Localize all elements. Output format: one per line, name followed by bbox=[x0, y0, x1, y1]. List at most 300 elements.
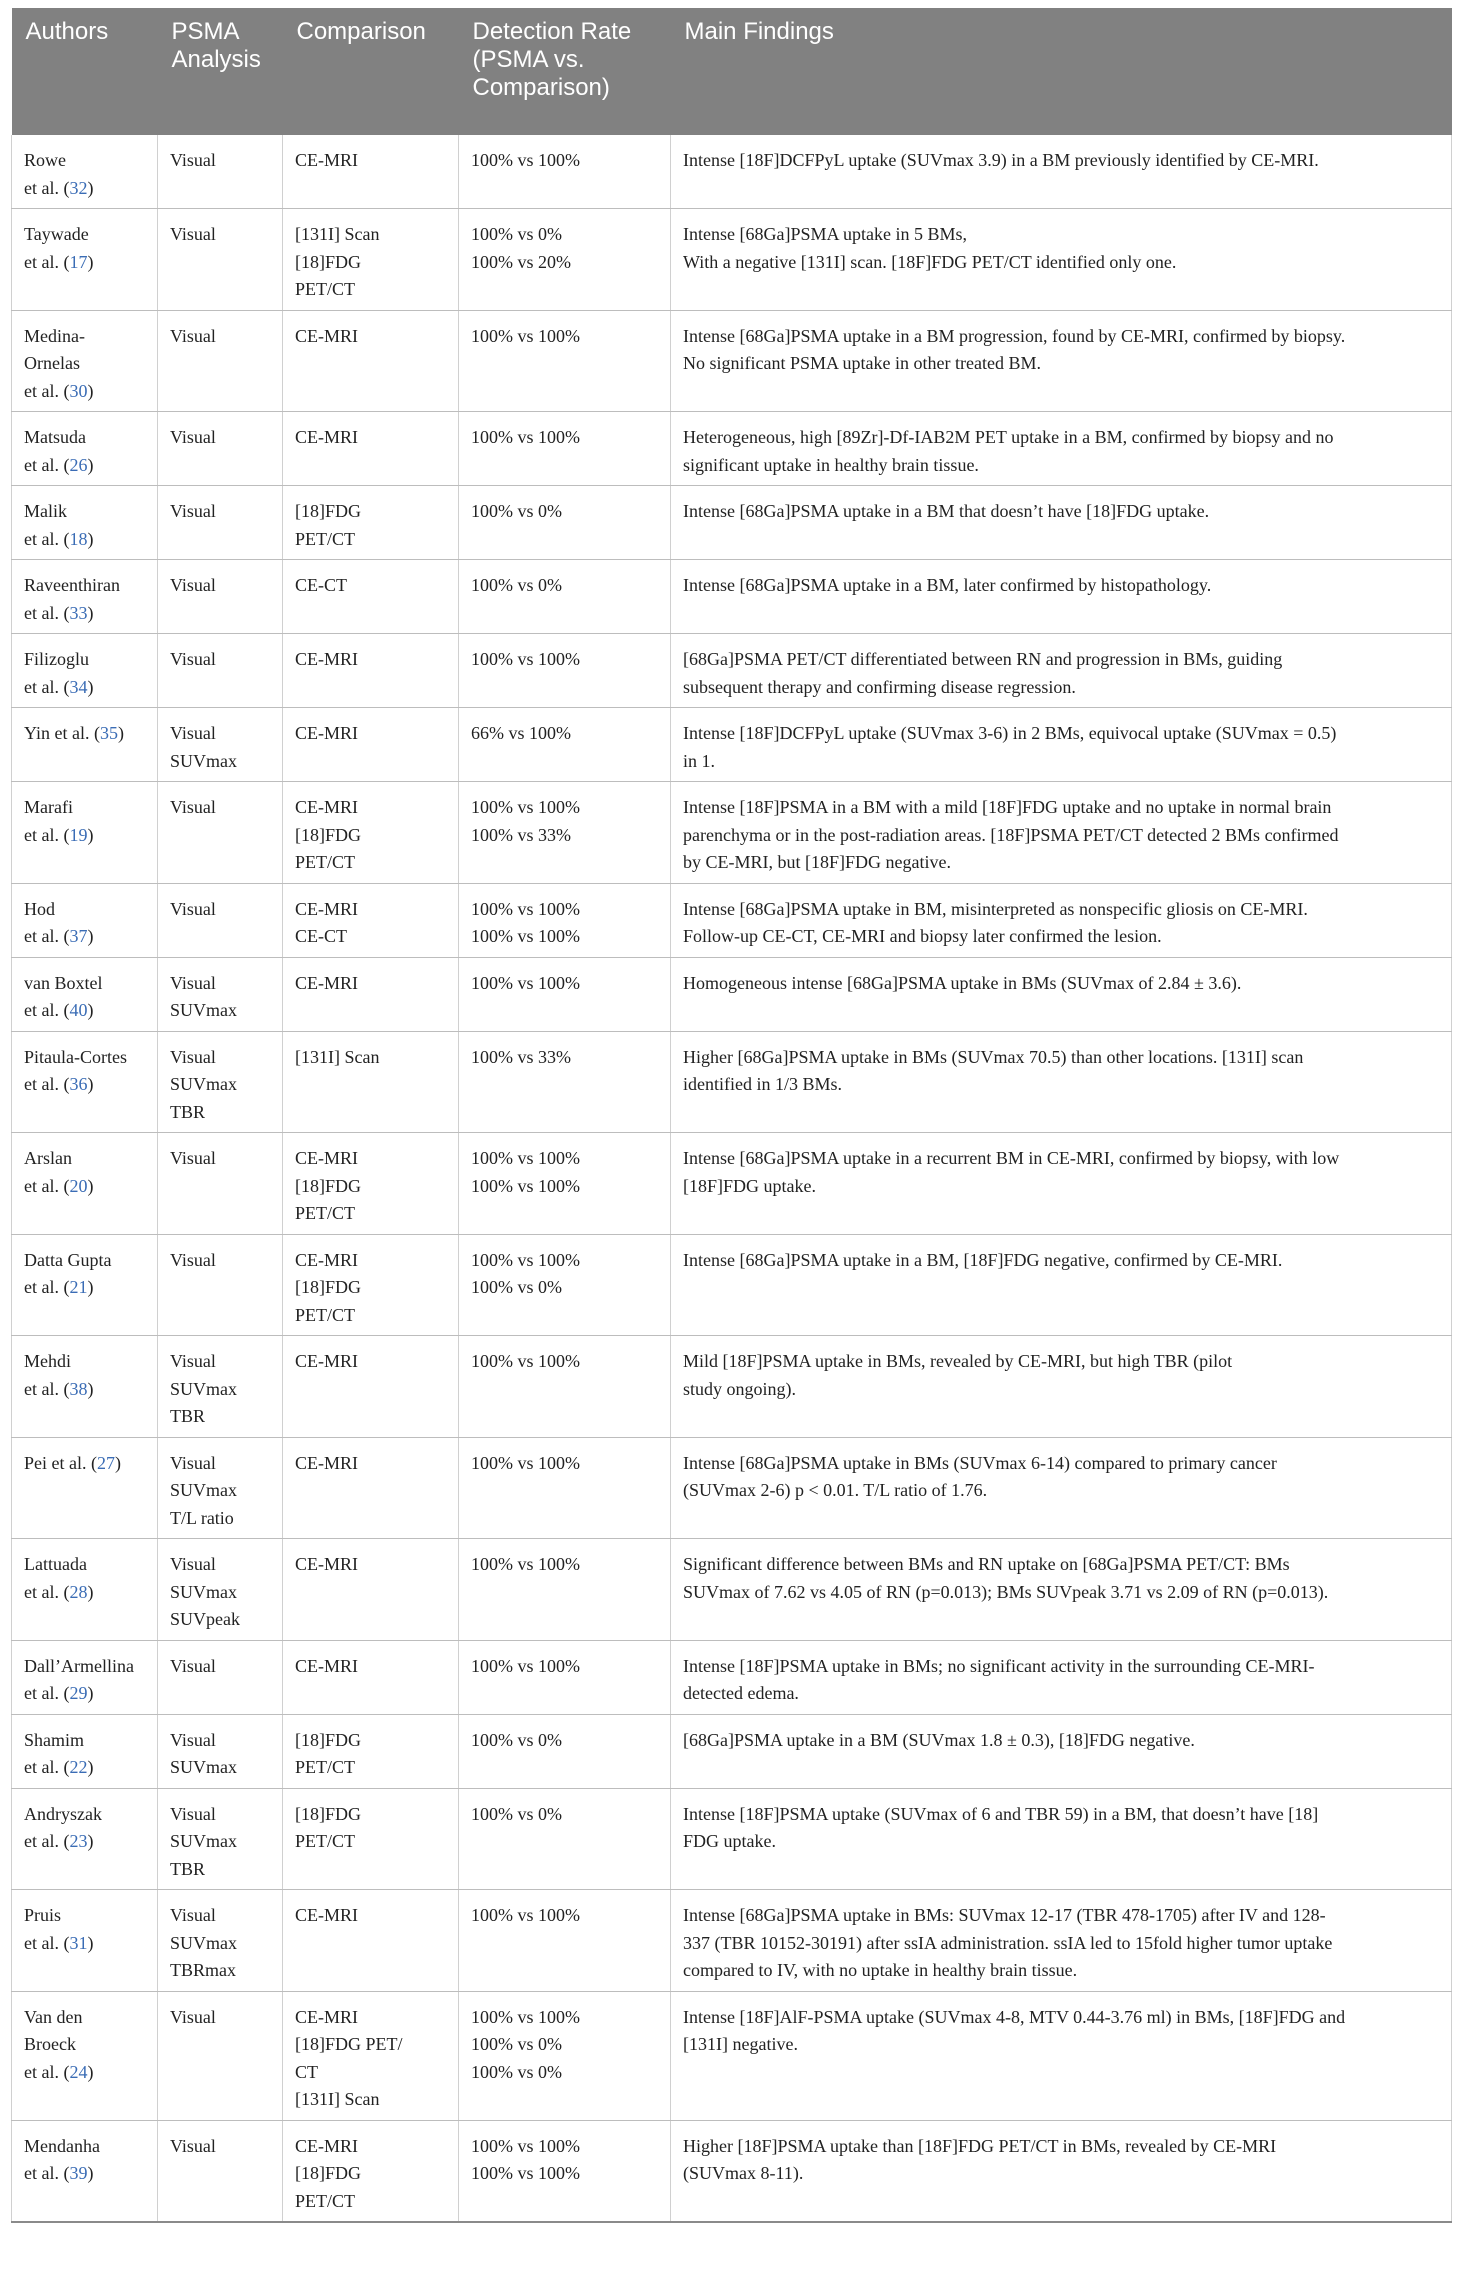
comparison-line: CE-MRI bbox=[295, 1905, 358, 1925]
author-line bbox=[24, 1551, 147, 1579]
psma-analysis-cell bbox=[158, 957, 283, 1031]
comparison-line: CE-MRI bbox=[295, 1148, 358, 1168]
reference-link[interactable]: 17 bbox=[69, 251, 88, 272]
comparison-line: [131I] Scan bbox=[295, 224, 380, 244]
author-text: Marafi bbox=[24, 797, 73, 817]
reference-paren: ) bbox=[87, 454, 94, 475]
author-text: Van den bbox=[24, 2006, 83, 2027]
author-line bbox=[24, 1930, 147, 1958]
psma-analysis-line: TBRmax bbox=[170, 1960, 236, 1980]
author-text: et al. ( bbox=[24, 2163, 70, 2183]
detection-rate-cell bbox=[459, 782, 671, 884]
table-row bbox=[12, 1890, 1452, 1992]
table-row bbox=[12, 1031, 1452, 1133]
psma-analysis-line: Visual bbox=[170, 1554, 216, 1574]
findings-line: Intense [68Ga]PSMA uptake in a recurrent BM in CE-MRI, confirmed by biopsy, with low bbox=[683, 1148, 1340, 1168]
author-text: et al. ( bbox=[24, 454, 70, 475]
psma-analysis-line: Visual bbox=[170, 224, 216, 244]
comparison-line: CE-MRI bbox=[295, 1554, 358, 1574]
detection-rate-cell bbox=[459, 135, 671, 209]
reference-link[interactable]: 23 bbox=[69, 1831, 88, 1851]
header-comparison: Comparison bbox=[283, 8, 459, 135]
author-text: et al. ( bbox=[24, 528, 70, 549]
detection-rate-line: 100% vs 0% bbox=[471, 575, 562, 595]
findings-line: Intense [68Ga]PSMA uptake in BMs: SUVmax 12-17 (TBR 478-1705) after IV and 128- bbox=[683, 1905, 1326, 1925]
comparison-line: [131I] Scan bbox=[295, 1046, 380, 1067]
author-cell bbox=[12, 560, 158, 634]
comparison-line: CT bbox=[295, 2061, 319, 2082]
comparison-cell bbox=[283, 1133, 459, 1235]
findings-line: SUVmax of 7.62 vs 4.05 of RN (p=0.013); BMs SUVpeak 3.71 vs 2.09 of RN (p=0.013). bbox=[683, 1581, 1329, 1602]
detection-rate-line: 100% vs 100% bbox=[471, 150, 580, 170]
psma-analysis-line: Visual bbox=[170, 898, 216, 919]
author-line bbox=[24, 923, 147, 951]
reference-paren: ) bbox=[87, 1683, 94, 1703]
findings-line: Homogeneous intense [68Ga]PSMA uptake in BMs (SUVmax of 2.84 ± 3.6). bbox=[683, 972, 1242, 993]
findings-line: Intense [18F]PSMA uptake in BMs; no significant activity in the surrounding CE-MRI- bbox=[683, 1655, 1315, 1676]
reference-link[interactable]: 30 bbox=[69, 380, 88, 401]
author-line bbox=[24, 2004, 147, 2032]
comparison-line: [18]FDG bbox=[295, 1803, 361, 1824]
findings-line: Heterogeneous, high [89Zr]-Df-IAB2M PET uptake in a BM, confirmed by biopsy and no bbox=[683, 427, 1334, 447]
comparison-cell bbox=[283, 957, 459, 1031]
author-cell bbox=[12, 957, 158, 1031]
reference-link[interactable]: 24 bbox=[69, 2061, 88, 2082]
author-cell bbox=[12, 634, 158, 708]
comparison-cell bbox=[283, 486, 459, 560]
detection-rate-cell bbox=[459, 1234, 671, 1336]
table-row bbox=[12, 957, 1452, 1031]
detection-rate-cell bbox=[459, 1133, 671, 1235]
detection-rate-cell bbox=[459, 1336, 671, 1438]
reference-paren: ) bbox=[114, 1452, 121, 1473]
reference-paren: ) bbox=[87, 676, 94, 697]
detection-rate-line: 100% vs 100% bbox=[471, 2163, 580, 2183]
author-text: Rowe bbox=[24, 150, 66, 170]
psma-analysis-line: SUVpeak bbox=[170, 1609, 240, 1629]
comparison-line: CE-MRI bbox=[295, 325, 358, 346]
reference-link[interactable]: 40 bbox=[69, 1000, 88, 1020]
findings-line: Higher [18F]PSMA uptake than [18F]FDG PET/CT in BMs, revealed by CE-MRI bbox=[683, 2135, 1277, 2156]
comparison-cell bbox=[283, 310, 459, 412]
author-text: et al. ( bbox=[24, 1378, 70, 1399]
detection-rate-line: 100% vs 100% bbox=[471, 926, 580, 946]
table-row bbox=[12, 560, 1452, 634]
author-line bbox=[24, 720, 147, 748]
author-text: Broeck bbox=[24, 2034, 76, 2054]
author-text: Arslan bbox=[24, 1148, 72, 1168]
detection-rate-cell bbox=[459, 486, 671, 560]
comparison-line: PET/CT bbox=[295, 1203, 356, 1223]
author-line bbox=[24, 2160, 147, 2188]
psma-analysis-line: Visual bbox=[170, 1148, 216, 1168]
reference-paren: ) bbox=[87, 2163, 94, 2183]
comparison-line: CE-MRI bbox=[295, 797, 358, 817]
findings-cell bbox=[671, 634, 1452, 708]
author-text: et al. ( bbox=[24, 1683, 70, 1703]
reference-link[interactable]: 31 bbox=[69, 1932, 88, 1953]
psma-analysis-cell bbox=[158, 1890, 283, 1992]
reference-paren: ) bbox=[117, 723, 124, 743]
psma-analysis-line: Visual bbox=[170, 723, 216, 743]
author-text: Lattuada bbox=[24, 1554, 87, 1574]
reference-link[interactable]: 19 bbox=[69, 824, 88, 845]
findings-line: parenchyma or in the post-radiation areas. [18F]PSMA PET/CT detected 2 BMs confirmed bbox=[683, 824, 1339, 845]
author-cell bbox=[12, 486, 158, 560]
comparison-cell bbox=[283, 135, 459, 209]
findings-line: FDG uptake. bbox=[683, 1831, 776, 1851]
author-text: et al. ( bbox=[24, 1831, 70, 1851]
reference-link[interactable]: 27 bbox=[96, 1452, 115, 1473]
reference-paren: ) bbox=[87, 1932, 94, 1953]
table-row bbox=[12, 412, 1452, 486]
findings-line: Intense [18F]DCFPyL uptake (SUVmax 3-6) in 2 BMs, equivocal uptake (SUVmax = 0.5) bbox=[683, 723, 1337, 743]
findings-line: Intense [68Ga]PSMA uptake in a BM that doesn’t have [18]FDG uptake. bbox=[683, 501, 1210, 521]
psma-analysis-line: Visual bbox=[170, 972, 216, 993]
comparison-line: PET/CT bbox=[295, 528, 356, 549]
table-row bbox=[12, 1714, 1452, 1788]
findings-line: (SUVmax 2-6) p < 0.01. T/L ratio of 1.76. bbox=[683, 1480, 988, 1500]
table-row bbox=[12, 486, 1452, 560]
psma-analysis-cell bbox=[158, 135, 283, 209]
comparison-line: CE-MRI bbox=[295, 1452, 358, 1473]
detection-rate-line: 100% vs 100% bbox=[471, 1351, 580, 1371]
detection-rate-line: 100% vs 100% bbox=[471, 2135, 580, 2156]
comparison-line: [18]FDG bbox=[295, 251, 361, 272]
author-text: Dall’Armellina bbox=[24, 1655, 134, 1676]
psma-analysis-cell bbox=[158, 1640, 283, 1714]
detection-rate-cell bbox=[459, 1714, 671, 1788]
reference-paren: ) bbox=[87, 602, 94, 623]
author-text: Mendanha bbox=[24, 2135, 100, 2156]
author-line bbox=[24, 572, 147, 600]
table-row bbox=[12, 1539, 1452, 1641]
psma-analysis-cell bbox=[158, 560, 283, 634]
author-cell bbox=[12, 1031, 158, 1133]
psma-analysis-line: Visual bbox=[170, 1249, 216, 1270]
findings-line: Intense [68Ga]PSMA uptake in BMs (SUVmax 6-14) compared to primary cancer bbox=[683, 1452, 1277, 1473]
psma-analysis-line: SUVmax bbox=[170, 1480, 237, 1500]
findings-cell bbox=[671, 883, 1452, 957]
author-text: Ornelas bbox=[24, 353, 80, 373]
author-line bbox=[24, 1902, 147, 1930]
author-line bbox=[24, 1828, 147, 1856]
comparison-line: PET/CT bbox=[295, 279, 356, 299]
reference-link[interactable]: 39 bbox=[69, 2163, 88, 2183]
author-line bbox=[24, 1653, 147, 1681]
comparison-line: PET/CT bbox=[295, 1304, 356, 1325]
detection-rate-line: 100% vs 100% bbox=[471, 1554, 580, 1574]
table-row bbox=[12, 1788, 1452, 1890]
reference-link[interactable]: 29 bbox=[69, 1683, 88, 1703]
psma-analysis-line: Visual bbox=[170, 1351, 216, 1371]
author-line bbox=[24, 794, 147, 822]
detection-rate-cell bbox=[459, 1788, 671, 1890]
table-row bbox=[12, 135, 1452, 209]
detection-rate-cell bbox=[459, 1031, 671, 1133]
psma-analysis-line: SUVmax bbox=[170, 1581, 237, 1602]
author-text: Pruis bbox=[24, 1905, 62, 1925]
author-text: et al. ( bbox=[24, 2061, 70, 2082]
comparison-line: CE-MRI bbox=[295, 1351, 358, 1371]
comparison-line: CE-MRI bbox=[295, 427, 358, 447]
findings-line: Intense [68Ga]PSMA uptake in a BM progression, found by CE-MRI, confirmed by biopsy. bbox=[683, 325, 1346, 346]
findings-line: [18F]FDG uptake. bbox=[683, 1175, 816, 1196]
detection-rate-line: 100% vs 100% bbox=[471, 1452, 580, 1473]
psma-analysis-cell bbox=[158, 412, 283, 486]
table-row bbox=[12, 1234, 1452, 1336]
author-line bbox=[24, 1173, 147, 1201]
findings-cell bbox=[671, 1890, 1452, 1992]
author-cell bbox=[12, 1234, 158, 1336]
reference-link[interactable]: 38 bbox=[69, 1378, 88, 1399]
header-detection-rate: Detection Rate (PSMA vs. Comparison) bbox=[459, 8, 671, 135]
author-cell bbox=[12, 1890, 158, 1992]
psma-analysis-cell bbox=[158, 1437, 283, 1539]
header-authors: Authors bbox=[12, 8, 158, 135]
header-psma-analysis: PSMA Analysis bbox=[158, 8, 283, 135]
author-line bbox=[24, 646, 147, 674]
findings-cell bbox=[671, 412, 1452, 486]
comparison-line: [18]FDG bbox=[295, 501, 361, 521]
findings-cell bbox=[671, 560, 1452, 634]
author-text: et al. ( bbox=[24, 1074, 70, 1094]
table-row bbox=[12, 634, 1452, 708]
findings-line: Intense [68Ga]PSMA uptake in BM, misinterpreted as nonspecific gliosis on CE-MRI. bbox=[683, 898, 1308, 919]
psma-analysis-line: SUVmax bbox=[170, 1378, 237, 1399]
comparison-line: [18]FDG bbox=[295, 824, 361, 845]
author-line bbox=[24, 147, 147, 175]
table-row bbox=[12, 1336, 1452, 1438]
comparison-line: CE-MRI bbox=[295, 150, 358, 170]
psma-analysis-line: TBR bbox=[170, 1406, 206, 1426]
findings-line: Intense [68Ga]PSMA uptake in a BM, [18F]FDG negative, confirmed by CE-MRI. bbox=[683, 1249, 1283, 1270]
detection-rate-cell bbox=[459, 310, 671, 412]
table-row bbox=[12, 708, 1452, 782]
author-cell bbox=[12, 708, 158, 782]
detection-rate-line: 100% vs 100% bbox=[471, 649, 580, 669]
author-line bbox=[24, 896, 147, 924]
author-cell bbox=[12, 310, 158, 412]
author-line bbox=[24, 1071, 147, 1099]
findings-line: Intense [68Ga]PSMA uptake in 5 BMs, bbox=[683, 224, 967, 244]
reference-paren: ) bbox=[87, 1378, 94, 1399]
psma-analysis-line: Visual bbox=[170, 649, 216, 669]
findings-line: 337 (TBR 10152-30191) after ssIA administration. ssIA led to 15fold higher tumor uptake bbox=[683, 1932, 1333, 1953]
comparison-line: CE-MRI bbox=[295, 898, 358, 919]
reference-paren: ) bbox=[87, 2061, 94, 2082]
author-line bbox=[24, 674, 147, 702]
reference-paren: ) bbox=[87, 177, 94, 198]
detection-rate-line: 100% vs 0% bbox=[471, 1277, 562, 1297]
author-text: et al. ( bbox=[24, 1932, 70, 1953]
author-cell bbox=[12, 1336, 158, 1438]
reference-link[interactable]: 37 bbox=[69, 926, 88, 946]
reference-link[interactable]: 36 bbox=[69, 1074, 88, 1094]
findings-cell bbox=[671, 957, 1452, 1031]
author-cell bbox=[12, 135, 158, 209]
author-text: Raveenthiran bbox=[24, 575, 120, 595]
psma-analysis-cell bbox=[158, 1788, 283, 1890]
author-cell bbox=[12, 782, 158, 884]
findings-cell bbox=[671, 310, 1452, 412]
detection-rate-line: 100% vs 33% bbox=[471, 824, 571, 845]
author-line bbox=[24, 2031, 147, 2059]
author-line bbox=[24, 350, 147, 378]
findings-line: Significant difference between BMs and RN uptake on [68Ga]PSMA PET/CT: BMs bbox=[683, 1554, 1290, 1574]
reference-link[interactable]: 21 bbox=[69, 1277, 88, 1297]
comparison-cell bbox=[283, 1890, 459, 1992]
detection-rate-line: 100% vs 0% bbox=[471, 1729, 562, 1750]
findings-line: in 1. bbox=[683, 750, 716, 771]
comparison-line: PET/CT bbox=[295, 852, 356, 872]
author-text: Taywade bbox=[24, 224, 89, 244]
reference-link[interactable]: 18 bbox=[69, 528, 88, 549]
author-line bbox=[24, 221, 147, 249]
author-line bbox=[24, 1579, 147, 1607]
findings-line: [131I] negative. bbox=[683, 2034, 798, 2054]
findings-cell bbox=[671, 1234, 1452, 1336]
author-cell bbox=[12, 412, 158, 486]
author-cell bbox=[12, 1133, 158, 1235]
findings-cell bbox=[671, 782, 1452, 884]
comparison-cell bbox=[283, 1031, 459, 1133]
findings-cell bbox=[671, 2120, 1452, 2222]
author-line bbox=[24, 378, 147, 406]
psma-analysis-line: Visual bbox=[170, 575, 216, 595]
author-text: et al. ( bbox=[24, 380, 70, 401]
author-text: et al. ( bbox=[24, 1581, 70, 1602]
reference-paren: ) bbox=[87, 1757, 94, 1777]
psma-analysis-line: Visual bbox=[170, 2006, 216, 2027]
findings-line: identified in 1/3 BMs. bbox=[683, 1074, 842, 1094]
detection-rate-cell bbox=[459, 209, 671, 311]
psma-analysis-line: SUVmax bbox=[170, 1932, 237, 1953]
detection-rate-line: 100% vs 100% bbox=[471, 1905, 580, 1925]
author-text: Hod bbox=[24, 898, 55, 919]
author-line bbox=[24, 1044, 147, 1072]
comparison-line: CE-MRI bbox=[295, 649, 358, 669]
author-text: Malik bbox=[24, 501, 67, 521]
author-text: Andryszak bbox=[24, 1803, 102, 1824]
findings-cell bbox=[671, 486, 1452, 560]
author-text: Filizoglu bbox=[24, 649, 90, 669]
psma-analysis-line: Visual bbox=[170, 325, 216, 346]
findings-line: detected edema. bbox=[683, 1683, 799, 1703]
author-text: Pitaula-Cortes bbox=[24, 1046, 127, 1067]
author-cell bbox=[12, 1437, 158, 1539]
reference-link[interactable]: 26 bbox=[69, 454, 88, 475]
studies-table bbox=[11, 8, 1452, 2223]
table-row bbox=[12, 310, 1452, 412]
author-line bbox=[24, 1145, 147, 1173]
comparison-line: [18]FDG bbox=[295, 2163, 361, 2183]
author-line bbox=[24, 600, 147, 628]
author-line bbox=[24, 498, 147, 526]
findings-line: significant uptake in healthy brain tissue. bbox=[683, 454, 979, 475]
reference-link[interactable]: 22 bbox=[69, 1757, 88, 1777]
findings-line: Intense [18F]PSMA in a BM with a mild [18F]FDG uptake and no uptake in normal brain bbox=[683, 797, 1332, 817]
detection-rate-line: 100% vs 100% bbox=[471, 797, 580, 817]
comparison-line: CE-MRI bbox=[295, 723, 358, 743]
reference-link[interactable]: 32 bbox=[69, 177, 88, 198]
detection-rate-line: 100% vs 100% bbox=[471, 2006, 580, 2027]
comparison-cell bbox=[283, 2120, 459, 2222]
table-row bbox=[12, 782, 1452, 884]
author-line bbox=[24, 323, 147, 351]
author-text: Datta Gupta bbox=[24, 1249, 112, 1270]
author-cell bbox=[12, 1991, 158, 2120]
author-text: Matsuda bbox=[24, 427, 86, 447]
findings-line: study ongoing). bbox=[683, 1378, 797, 1399]
comparison-line: CE-MRI bbox=[295, 1249, 358, 1270]
detection-rate-line: 100% vs 100% bbox=[471, 972, 580, 993]
comparison-line: [18]FDG bbox=[295, 1175, 361, 1196]
reference-link[interactable]: 34 bbox=[69, 676, 88, 697]
detection-rate-cell bbox=[459, 883, 671, 957]
reference-paren: ) bbox=[87, 824, 94, 845]
reference-paren: ) bbox=[87, 1000, 94, 1020]
psma-analysis-cell bbox=[158, 782, 283, 884]
header-main-findings: Main Findings bbox=[671, 8, 1452, 135]
author-line bbox=[24, 997, 147, 1025]
reference-paren: ) bbox=[87, 1175, 94, 1196]
detection-rate-line: 100% vs 100% bbox=[471, 1249, 580, 1270]
author-line bbox=[24, 970, 147, 998]
author-line bbox=[24, 1247, 147, 1275]
reference-link[interactable]: 33 bbox=[69, 602, 88, 623]
psma-analysis-cell bbox=[158, 486, 283, 560]
table-row bbox=[12, 2120, 1452, 2222]
author-cell bbox=[12, 883, 158, 957]
reference-link[interactable]: 35 bbox=[99, 723, 118, 743]
comparison-cell bbox=[283, 782, 459, 884]
findings-line: by CE-MRI, but [18F]FDG negative. bbox=[683, 852, 951, 872]
comparison-line: [131I] Scan bbox=[295, 2089, 380, 2109]
reference-link[interactable]: 20 bbox=[69, 1175, 88, 1196]
author-line bbox=[24, 526, 147, 554]
author-text: et al. ( bbox=[24, 1000, 70, 1020]
comparison-cell bbox=[283, 883, 459, 957]
author-text: et al. ( bbox=[24, 1277, 70, 1297]
comparison-line: PET/CT bbox=[295, 2190, 356, 2211]
detection-rate-cell bbox=[459, 412, 671, 486]
psma-analysis-cell bbox=[158, 2120, 283, 2222]
detection-rate-line: 100% vs 33% bbox=[471, 1046, 571, 1067]
author-text: et al. ( bbox=[24, 1175, 70, 1196]
author-line bbox=[24, 1376, 147, 1404]
findings-line: Follow-up CE-CT, CE-MRI and biopsy later confirmed the lesion. bbox=[683, 926, 1162, 946]
psma-analysis-cell bbox=[158, 1234, 283, 1336]
author-text: Mehdi bbox=[24, 1351, 71, 1371]
findings-cell bbox=[671, 1336, 1452, 1438]
detection-rate-line: 100% vs 100% bbox=[471, 1148, 580, 1168]
author-text: et al. ( bbox=[24, 602, 70, 623]
comparison-cell bbox=[283, 1539, 459, 1641]
comparison-line: CE-MRI bbox=[295, 972, 358, 993]
author-line bbox=[24, 175, 147, 203]
author-line bbox=[24, 822, 147, 850]
detection-rate-cell bbox=[459, 708, 671, 782]
psma-analysis-cell bbox=[158, 883, 283, 957]
findings-cell bbox=[671, 708, 1452, 782]
detection-rate-line: 100% vs 100% bbox=[471, 898, 580, 919]
table-row bbox=[12, 209, 1452, 311]
table-row bbox=[12, 1437, 1452, 1539]
reference-link[interactable]: 28 bbox=[69, 1581, 88, 1602]
psma-analysis-line: Visual bbox=[170, 1905, 216, 1925]
findings-line: Higher [68Ga]PSMA uptake in BMs (SUVmax 70.5) than other locations. [131I] scan bbox=[683, 1046, 1304, 1067]
